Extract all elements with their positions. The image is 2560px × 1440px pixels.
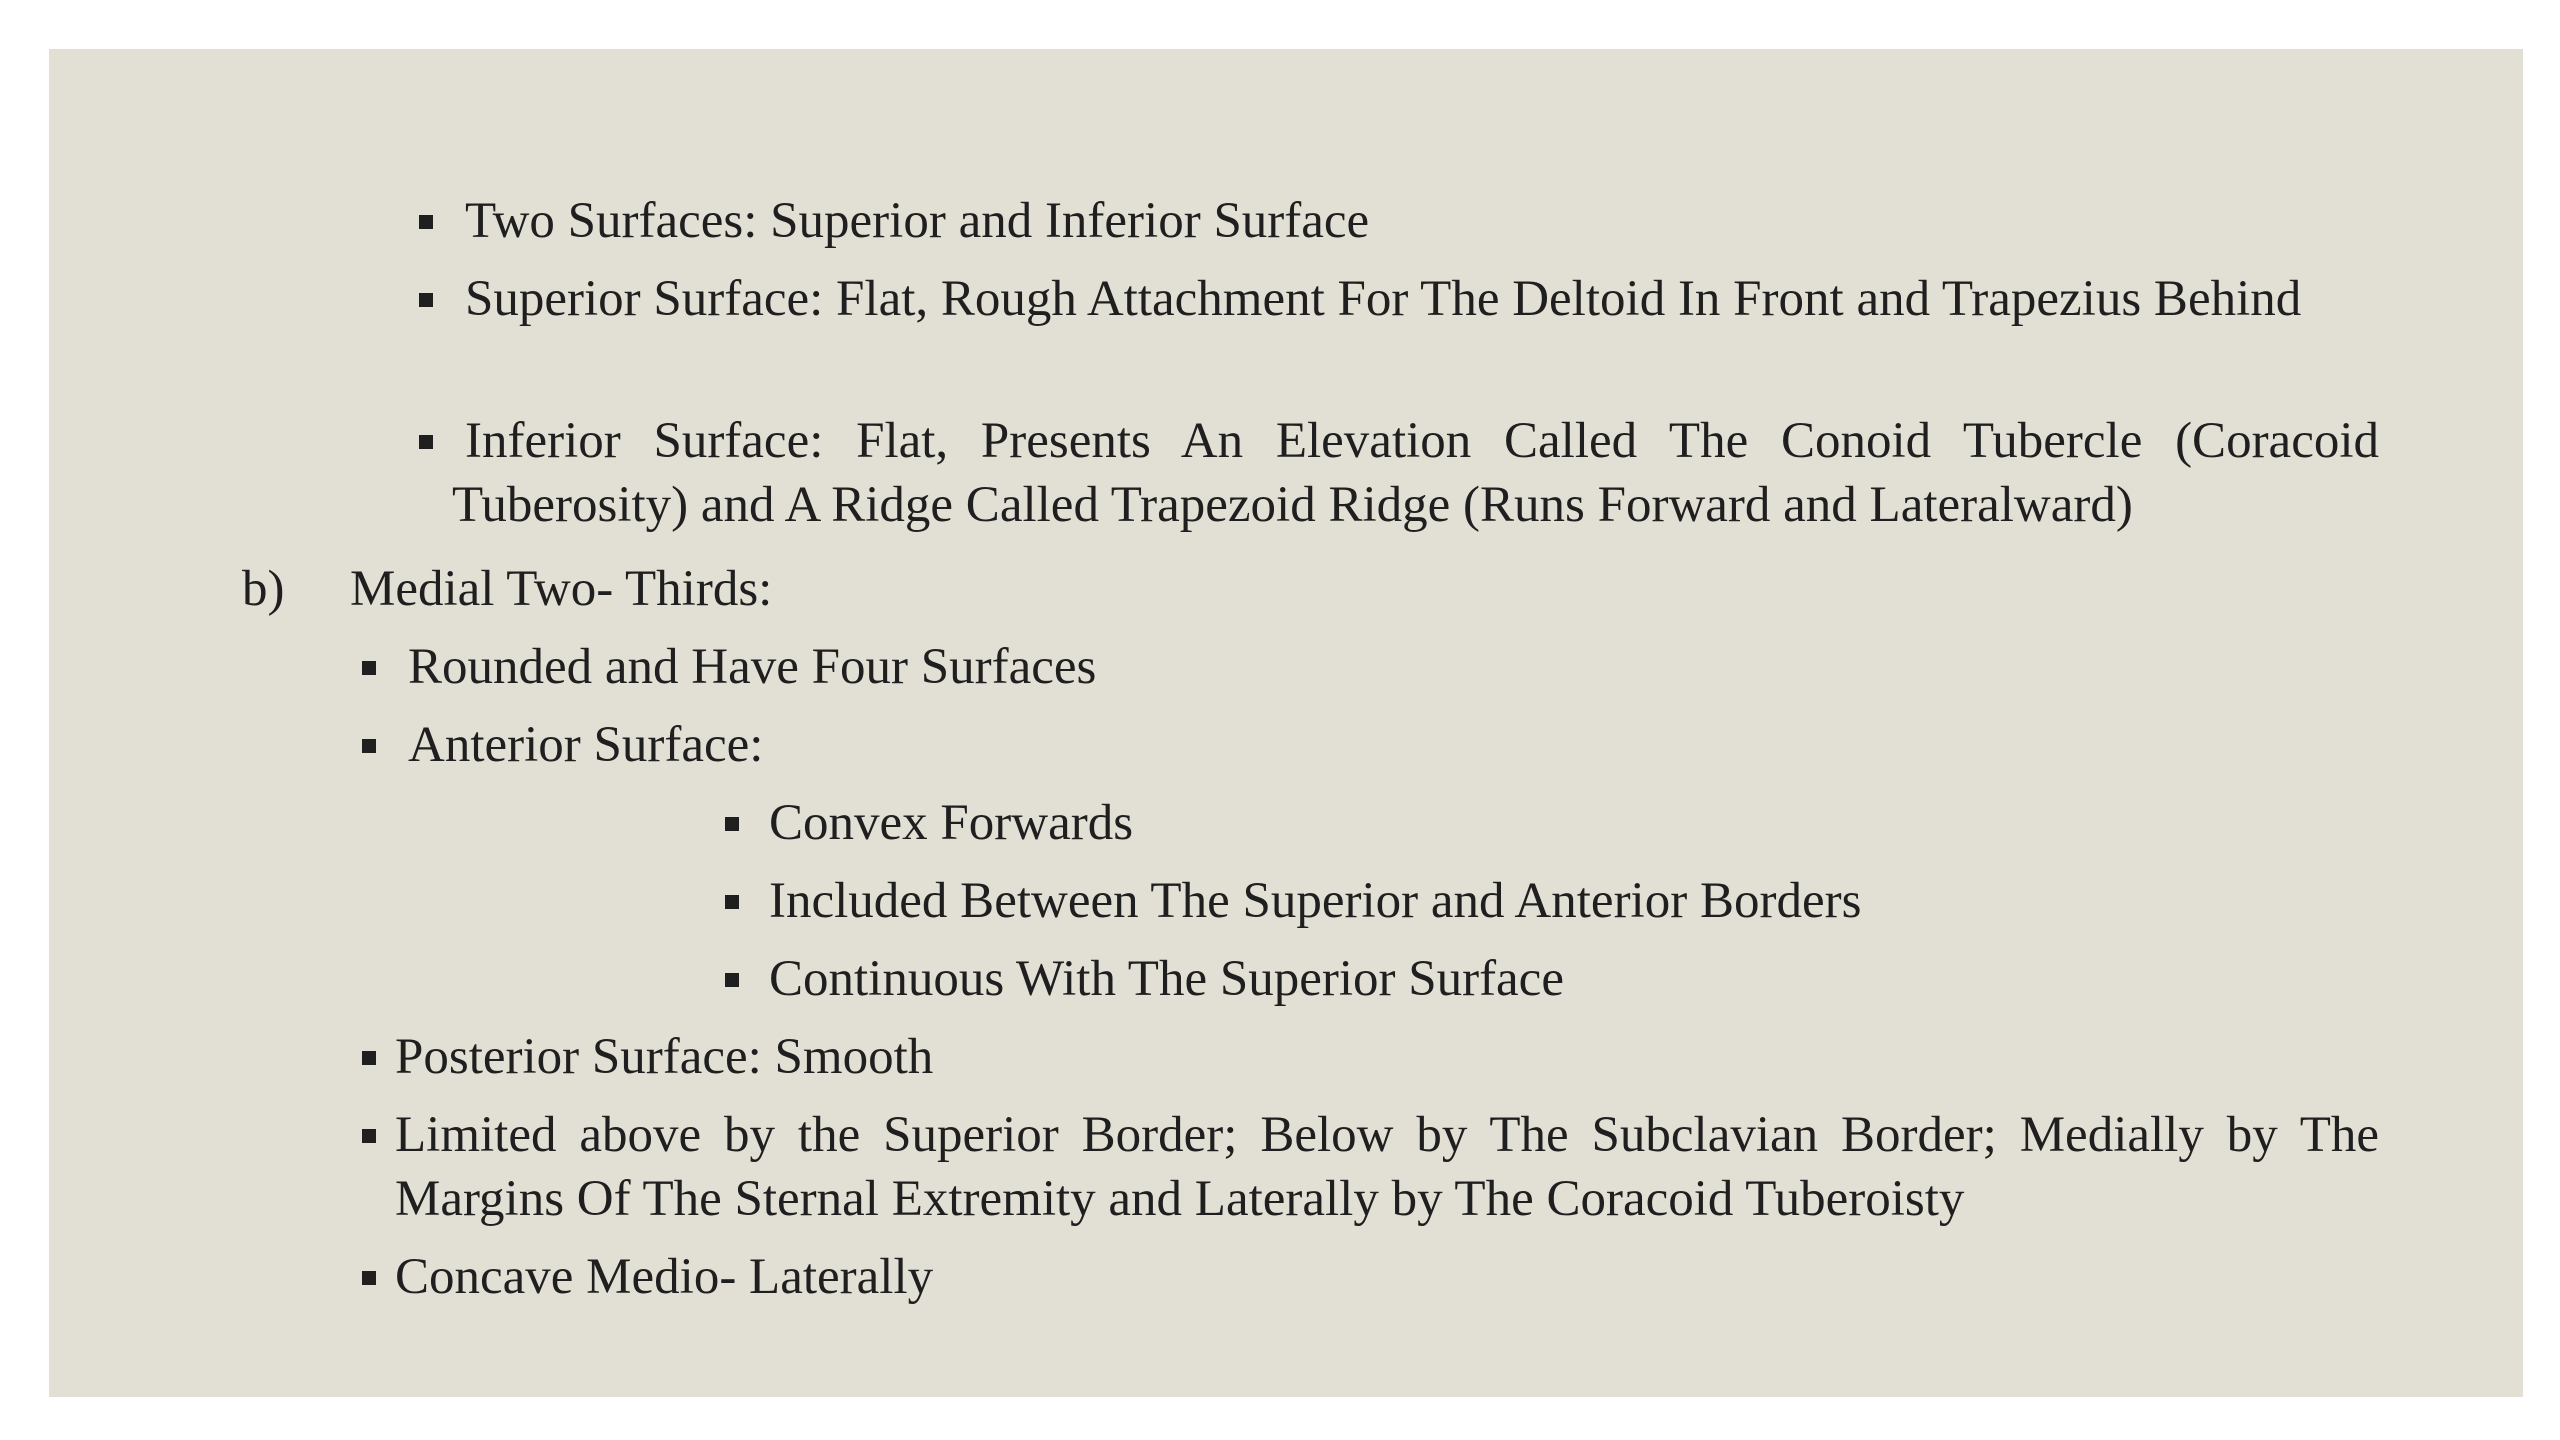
sub-bullet-text: Included Between The Superior and Anterior Borders	[769, 873, 1862, 929]
square-bullet-icon	[362, 1129, 376, 1143]
sub-bullet-text: Convex Forwards	[769, 795, 1134, 851]
square-bullet-icon	[419, 435, 433, 449]
bullet-text: Rounded and Have Four Surfaces	[408, 639, 1097, 695]
square-bullet-icon	[419, 215, 433, 229]
bullet-text: Limited above by the Superior Border; Below by The Subclavian Border; Medially by The Margins Of The Sternal Extremity and Laterally by The Coracoid Tuberoisty	[395, 1107, 2379, 1227]
sub-bullet-item	[725, 947, 2225, 1011]
section-heading: Medial Two- Thirds:	[350, 561, 773, 617]
square-bullet-icon	[725, 817, 739, 831]
bullet-item	[362, 1245, 1862, 1309]
bullet-text: Concave Medio- Laterally	[395, 1249, 934, 1305]
bullet-item	[362, 1025, 1862, 1089]
sub-bullet-item	[725, 869, 2225, 933]
square-bullet-icon	[419, 293, 433, 307]
bullet-text: Posterior Surface: Smooth	[395, 1029, 934, 1085]
square-bullet-icon	[362, 1051, 376, 1065]
bullet-item	[419, 189, 2379, 253]
section-label: b)	[242, 561, 285, 617]
bullet-item	[362, 635, 1862, 699]
bullet-item	[419, 409, 2379, 537]
bullet-item	[362, 1103, 2379, 1231]
square-bullet-icon	[725, 895, 739, 909]
bullet-item	[362, 713, 1862, 777]
square-bullet-icon	[362, 661, 376, 675]
slide	[49, 49, 2523, 1397]
sub-bullet-item	[725, 791, 2225, 855]
square-bullet-icon	[362, 739, 376, 753]
bullet-text: Inferior Surface: Flat, Presents An Elevation Called The Conoid Tubercle (Coracoid Tuberosity) and A Ridge Called Trapezoid Ridge (Runs Forward and Lateralward)	[452, 413, 2379, 533]
square-bullet-icon	[362, 1271, 376, 1285]
square-bullet-icon	[725, 973, 739, 987]
bullet-text: Two Surfaces: Superior and Inferior Surface	[465, 193, 1370, 249]
bullet-item	[419, 267, 2379, 331]
sub-bullet-text: Continuous With The Superior Surface	[769, 951, 1564, 1007]
bullet-text: Anterior Surface:	[408, 717, 764, 773]
bullet-text: Superior Surface: Flat, Rough Attachment For The Deltoid In Front and Trapezius Behind	[465, 271, 2302, 327]
